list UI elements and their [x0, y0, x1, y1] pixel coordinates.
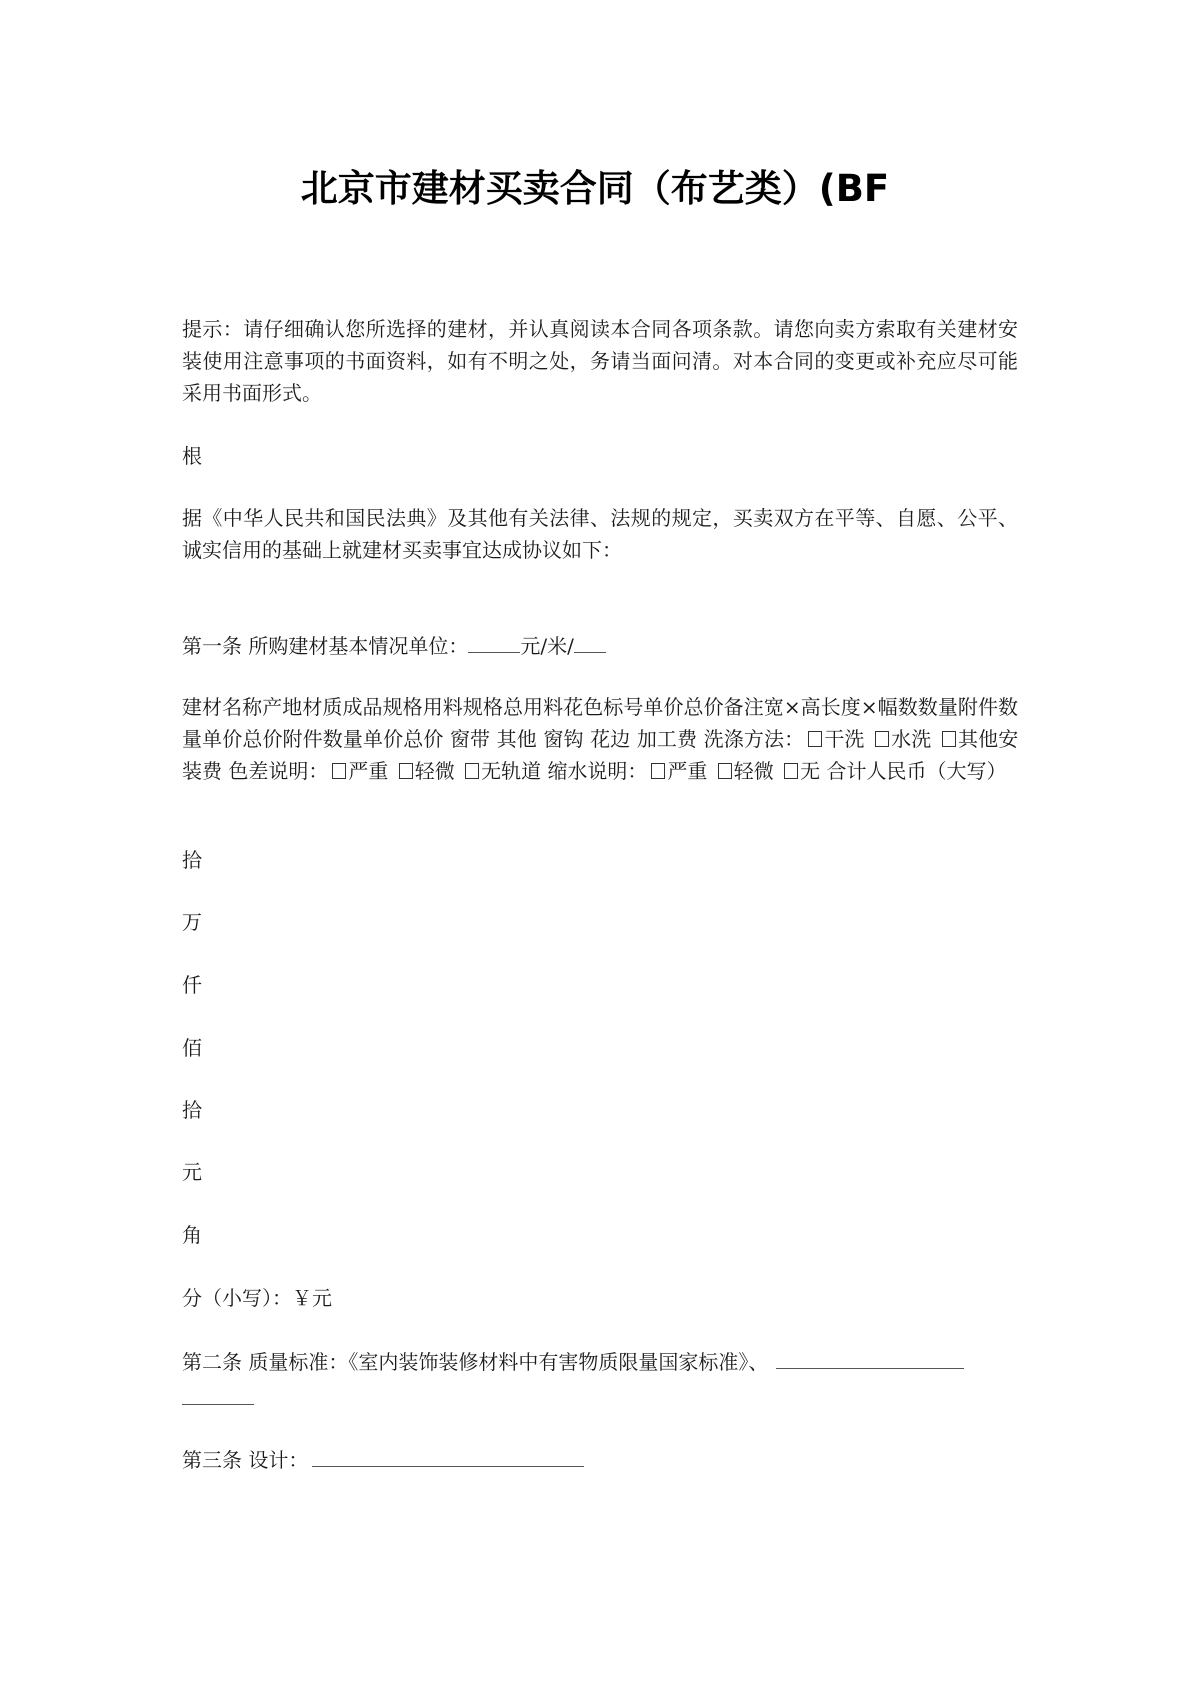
basis-first-char: 根 — [182, 444, 202, 468]
article-1-label: 第一条 — [182, 634, 242, 658]
amount-unit-shi-2: 拾 — [182, 1098, 202, 1122]
option-color-severe: 严重 — [348, 759, 389, 783]
amount-unit-bai: 佰 — [182, 1036, 202, 1060]
install-fee-label: 安装费 — [182, 727, 1019, 783]
checkbox-shrink-severe[interactable] — [651, 763, 665, 779]
article-3-label: 第三条 — [182, 1448, 242, 1472]
amount-unit-wan: 万 — [182, 910, 202, 934]
article-2-continuation — [182, 1382, 254, 1414]
document-title: 北京市建材买卖合同（布艺类）(BF — [300, 167, 890, 210]
article-3-text: 设计： — [248, 1448, 309, 1472]
amount-unit-shi-1: 拾 — [182, 848, 202, 872]
item-lace-edge: 花边 — [590, 727, 631, 751]
checkbox-dry-clean[interactable] — [808, 731, 822, 747]
option-color-slight: 轻微 — [414, 759, 455, 783]
option-other-wash: 其他 — [957, 727, 999, 751]
unit-price-blank[interactable] — [468, 630, 520, 653]
article-1-text: 所购建材基本情况单位： — [248, 634, 469, 658]
checkbox-color-none[interactable] — [465, 763, 479, 779]
amount-unit-jiao: 角 — [182, 1223, 202, 1247]
materials-headers: 建材名称产地材质成品规格用料规格总用料花色标号单价总价备注宽×高长度×幅数数量附件数量单价总价附件数量单价总价 — [182, 695, 1018, 751]
item-other: 其他 — [496, 727, 537, 751]
option-shrink-severe: 严重 — [667, 759, 708, 783]
item-window-hook: 窗钩 — [543, 727, 584, 751]
design-blank[interactable] — [312, 1444, 584, 1467]
option-water-wash: 水洗 — [891, 727, 932, 751]
checkbox-other-wash[interactable] — [942, 731, 956, 747]
article-1 — [182, 630, 606, 662]
washing-label: 洗涤方法： — [703, 727, 805, 751]
shrink-label: 缩水说明： — [547, 759, 648, 783]
checkbox-water-wash[interactable] — [875, 731, 889, 747]
checkbox-shrink-none[interactable] — [784, 763, 798, 779]
amount-unit-qian: 仟 — [182, 973, 202, 997]
article-2-text: 质量标准：《室内装饰装修材料中有害物质限量国家标准》、 — [248, 1350, 769, 1374]
color-diff-label: 色差说明： — [228, 759, 329, 783]
basis-paragraph: 据《中华人民共和国民法典》及其他有关法律、法规的规定，买卖双方在平等、自愿、公平、诚实信用的基础上就建材买卖事宜达成协议如下： — [182, 506, 1018, 562]
checkbox-shrink-slight[interactable] — [718, 763, 732, 779]
item-window-band: 窗带 — [449, 727, 491, 751]
option-dry-clean: 干洗 — [824, 727, 865, 751]
article-2-label: 第二条 — [182, 1350, 242, 1374]
total-upper-label: 合计人民币（大写） — [826, 759, 1007, 783]
item-processing-fee: 加工费 — [636, 727, 698, 751]
article-3 — [182, 1444, 584, 1476]
rail-label: 轨道 — [501, 759, 542, 783]
checkbox-color-severe[interactable] — [332, 763, 346, 779]
quality-standard-blank[interactable] — [776, 1346, 964, 1369]
option-shrink-none: 无 — [800, 759, 821, 783]
option-color-none: 无 — [481, 759, 502, 783]
hint-paragraph: 提示：请仔细确认您所选择的建材，并认真阅读本合同各项条款。请您向卖方索取有关建材安装使用注意事项的书面资料，如有不明之处，务请当面问清。对本合同的变更或补充应尽可能采用书面形式。 — [182, 317, 1018, 405]
quality-standard-blank-continued[interactable] — [182, 1382, 254, 1405]
article-2 — [182, 1346, 964, 1378]
unit-blank[interactable] — [574, 630, 606, 653]
unit-mid-text: 元/米/ — [520, 634, 574, 658]
checkbox-color-slight[interactable] — [399, 763, 413, 779]
option-shrink-slight: 轻微 — [733, 759, 774, 783]
amount-unit-yuan: 元 — [182, 1160, 202, 1184]
amount-lower: 分（小写）：￥元 — [182, 1286, 332, 1310]
materials-table-text — [182, 691, 1018, 787]
